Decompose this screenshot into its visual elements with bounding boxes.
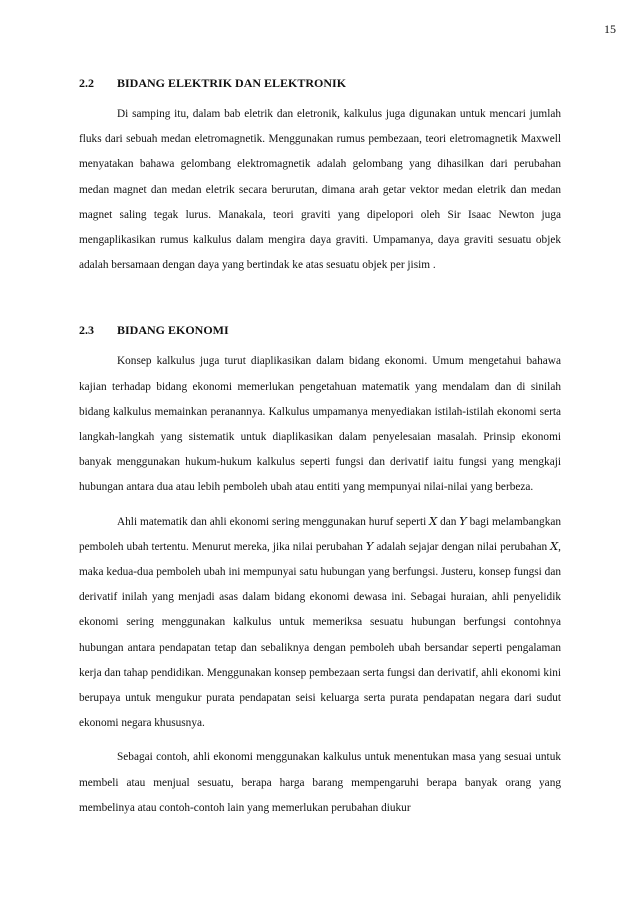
section-heading xyxy=(79,321,561,339)
paragraph: Di samping itu, dalam bab eletrik dan eletronik, kalkulus juga digunakan untuk mencari jumlah fluks dari sebuah medan eletromagnetik. Menggunakan rumus pembezaan, teori eletromagnetik Maxwell menyatakan bahawa gelombang elektromagnetik adalah gelombang yang dihasilkan dari perubahan medan magnet dan medan eletrik secara berurutan, dimana arah getar vektor medan eletrik dan medan magnet saling tegak lurus. Manakala, teori graviti yang dipelopori oleh Sir Isaac Newton juga mengaplikasikan rumus kalkulus dalam mengira daya graviti. Umpamanya, daya graviti sesuatu objek adalah bersamaan dengan daya yang bertindak ke atas sesuatu objek per jisim . xyxy=(79,108,561,272)
paragraph: Konsep kalkulus juga turut diaplikasikan dalam bidang ekonomi. Umum mengetahui bahawa kajian terhadap bidang ekonomi memerlukan pengetahuan matematik yang mendalam dan di sinilah bidang kalkulus memainkan peranannya. Kalkulus umpamanya menyediakan istilah-istilah ekonomi serta langkah-langkah yang sistematik untuk diaplikasikan dalam penyelesaian masalah. Prinsip ekonomi banyak menggunakan hukum-hukum kalkulus seperti fungsi dan derivatif iaitu fungsi yang mengkaji hubungan antara dua atau lebih pemboleh ubah atau entiti yang mempunyai nilai-nilai yang berbeza. xyxy=(79,355,561,494)
paragraph: Sebagai contoh, ahli ekonomi menggunakan kalkulus untuk menentukan masa yang sesuai untuk membeli atau menjual sesuatu, berapa harga barang mempengaruhi berapa banyak orang yang membelinya atau contoh-contoh lain yang memerlukan perubahan diukur xyxy=(79,751,561,814)
section-number: 2.3 xyxy=(79,323,94,338)
document-body xyxy=(79,74,561,821)
section-title: BIDANG EKONOMI xyxy=(117,323,229,338)
paragraph: Ahli matematik dan ahli ekonomi sering menggunakan huruf seperti 𝑋 dan 𝑌 bagi melambangkan pemboleh ubah tertentu. Menurut mereka, jika nilai perubahan 𝑌 adalah sejajar dengan nilai perubahan 𝑋, maka kedua-dua pemboleh ubah ini mempunyai satu hubungan yang berfungsi. Justeru, konsep fungsi dan derivatif inilah yang menjadi asas dalam bidang ekonomi dewasa ini. Sebagai huraian, ahli penyelidik ekonomi sering menggunakan kalkulus untuk memeriksa sesuatu hubungan berfungsi contohnya hubungan antara pendapatan tetap dan sebaliknya dengan pemboleh ubah bersandar seperti pengalaman kerja dan tahap pendidikan. Menggunakan konsep pembezaan serta fungsi dan derivatif, ahli ekonomi kini berupaya untuk mengukur purata pendapatan seisi keluarga serta purata pendapatan negara dari sudut ekonomi negara khususnya. xyxy=(79,515,561,730)
page-number: 15 xyxy=(604,22,616,36)
section-number: 2.2 xyxy=(79,76,94,90)
section-heading xyxy=(79,74,561,92)
section-electrical-electronic xyxy=(79,74,561,278)
section-title: BIDANG ELEKTRIK DAN ELEKTRONIK xyxy=(117,76,347,90)
section-economics xyxy=(79,321,561,821)
